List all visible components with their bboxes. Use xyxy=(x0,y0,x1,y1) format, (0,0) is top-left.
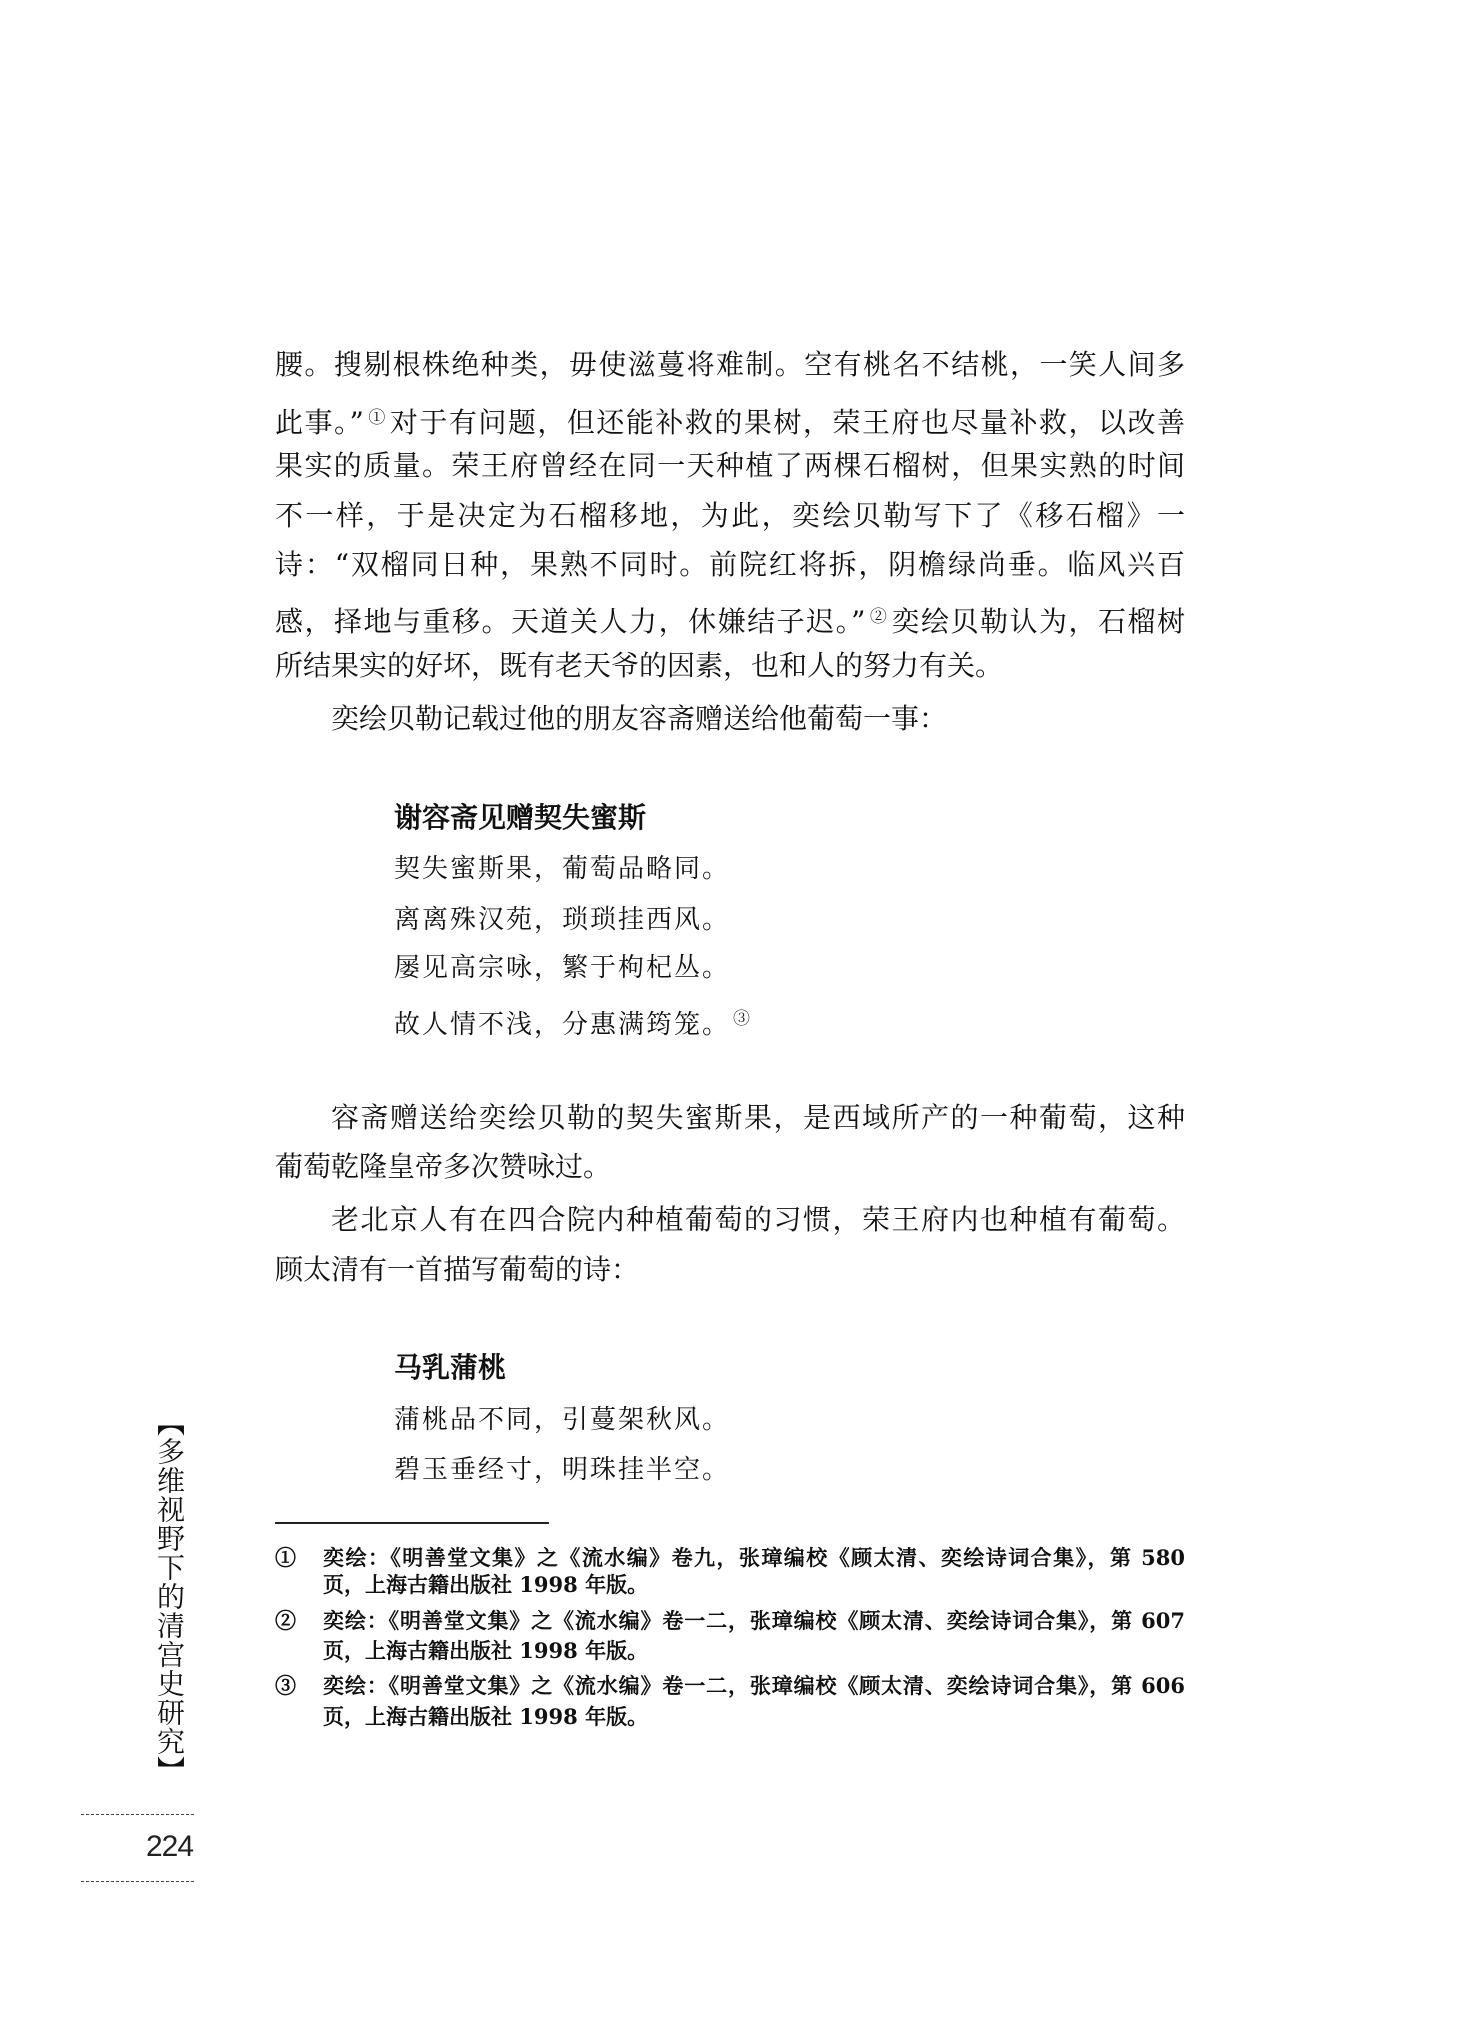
page-number-rule-bottom xyxy=(81,1881,194,1882)
body-text: 奕绘贝勒记载过他的朋友容斋赠送给他葡萄一事： xyxy=(331,702,948,735)
body-line xyxy=(275,1147,611,1187)
body-line xyxy=(275,545,1185,585)
body-text: 感，择地与重移。天道关人力，休嫌结子迟。” xyxy=(275,605,866,638)
body-text: 对于有问题，但还能补救的果树，荣王府也尽量补救，以改善 xyxy=(389,406,1185,439)
running-title: 【多维视野下的清宫史研究】 xyxy=(153,1408,186,1785)
body-text: 此事。” xyxy=(275,406,364,439)
poem-text: 离离殊汉苑，琐琐挂西风。 xyxy=(394,905,731,935)
poem-text: 屡见高宗咏，繁于枸杞丛。 xyxy=(394,953,731,983)
footnote-2-line-2: 页，上海古籍出版社 1998 年版。 xyxy=(323,1638,649,1663)
footnote-marker-3: ③ xyxy=(275,1673,296,1698)
poem-title: 谢容斋见赠契失蜜斯 xyxy=(394,801,647,834)
body-line xyxy=(331,1098,1185,1138)
page-number-rule-top xyxy=(81,1814,194,1815)
body-line xyxy=(275,345,1185,385)
body-text: 葡萄乾隆皇帝多次赞咏过。 xyxy=(275,1150,612,1183)
poem-text: 碧玉垂经寸，明珠挂半空。 xyxy=(394,1455,731,1485)
poem-line xyxy=(394,1400,730,1440)
poem-line xyxy=(394,999,753,1039)
body-text: 腰。搜剔根株绝种类，毋使滋蔓将难制。空有桃名不结桃，一笑人间多 xyxy=(275,348,1185,381)
body-text: 顾太清有一首描写葡萄的诗： xyxy=(275,1253,640,1286)
body-text: 所结果实的好坏，既有老天爷的因素，也和人的努力有关。 xyxy=(275,649,1004,682)
footnote-marker-1: ① xyxy=(275,1545,296,1570)
body-line xyxy=(275,398,1185,438)
poem-line xyxy=(394,948,730,988)
poem-line xyxy=(394,849,730,889)
body-text: 诗：“双榴同日种，果熟不同时。前院红将拆，阴檐绿尚垂。临风兴百 xyxy=(275,548,1185,581)
body-text: 奕绘贝勒认为，石榴树 xyxy=(891,605,1185,638)
footnote-ref-3[interactable]: ③ xyxy=(733,1009,751,1029)
poem-text: 契失蜜斯果，葡萄品略同。 xyxy=(394,854,731,884)
body-line xyxy=(275,646,1003,686)
footnote-3-line-2: 页，上海古籍出版社 1998 年版。 xyxy=(323,1704,649,1729)
body-line xyxy=(275,446,1185,486)
footnote-ref-2[interactable]: ② xyxy=(868,607,889,627)
body-line xyxy=(275,496,1185,536)
footnote-1-line-2: 页，上海古籍出版社 1998 年版。 xyxy=(323,1572,649,1597)
footnote-divider xyxy=(275,1522,549,1524)
footnote-2-line-1: 奕绘：《明善堂文集》之《流水编》卷一二，张璋编校《顾太清、奕绘诗词合集》，第 607 xyxy=(323,1608,1185,1633)
poem-line xyxy=(394,900,730,940)
footnote-3-line-1: 奕绘：《明善堂文集》之《流水编》卷一二，张璋编校《顾太清、奕绘诗词合集》，第 606 xyxy=(323,1673,1185,1698)
body-line xyxy=(275,1250,639,1290)
poem-text: 蒲桃品不同，引蔓架秋风。 xyxy=(394,1405,731,1435)
footnote-1-line-1: 奕绘：《明善堂文集》之《流水编》卷九，张璋编校《顾太清、奕绘诗词合集》，第 580 xyxy=(323,1545,1185,1570)
body-line xyxy=(275,597,1185,637)
body-text: 老北京人有在四合院内种植葡萄的习惯，荣王府内也种植有葡萄。 xyxy=(331,1203,1185,1236)
body-text: 不一样，于是决定为石榴移地，为此，奕绘贝勒写下了《移石榴》一 xyxy=(275,499,1185,532)
footnote-ref-1[interactable]: ① xyxy=(366,408,387,428)
body-text: 果实的质量。荣王府曾经在同一天种植了两棵石榴树，但果实熟的时间 xyxy=(275,449,1185,482)
poem-title: 马乳蒲桃 xyxy=(394,1351,507,1384)
poem-text: 故人情不浅，分惠满筠笼。 xyxy=(394,1010,731,1040)
poem-line xyxy=(394,1450,730,1490)
page-number: 224 xyxy=(146,1830,194,1863)
body-line xyxy=(331,699,947,739)
body-text: 容斋赠送给奕绘贝勒的契失蜜斯果，是西域所产的一种葡萄，这种 xyxy=(331,1101,1185,1134)
footnote-marker-2: ② xyxy=(275,1608,296,1633)
body-line xyxy=(331,1200,1185,1240)
